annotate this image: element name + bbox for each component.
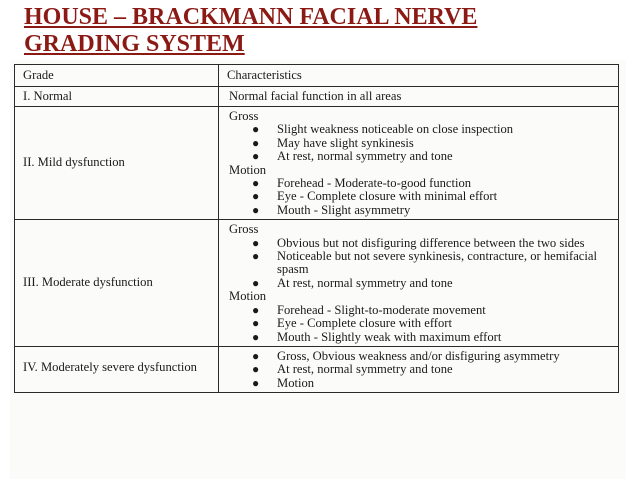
list-item xyxy=(229,123,612,136)
slide-title-line-2: GRADING SYSTEM xyxy=(24,31,245,57)
list-item xyxy=(229,150,612,163)
list-item-text: Eye - Complete closure with effort xyxy=(277,316,452,331)
motion-list xyxy=(229,304,612,344)
gross-list xyxy=(229,237,612,291)
bullet-icon: ● xyxy=(252,348,260,363)
list-item xyxy=(229,204,612,217)
list-item-text: Eye - Complete closure with minimal effort xyxy=(277,189,498,204)
table-row-grade-3 xyxy=(15,220,619,347)
characteristics-cell xyxy=(219,220,619,347)
grade-cell: I. Normal xyxy=(15,87,219,107)
gross-label: Gross xyxy=(229,222,259,237)
table-row-grade-2 xyxy=(15,107,619,220)
characteristics-cell: Normal facial function in all areas xyxy=(219,87,619,107)
list-item-text: Forehead - Slight-to-moderate movement xyxy=(277,302,486,317)
bullet-icon: ● xyxy=(252,189,260,204)
scanned-table-image xyxy=(10,60,626,479)
item-list xyxy=(229,350,612,390)
list-item xyxy=(229,317,612,330)
list-item xyxy=(229,363,612,376)
list-item xyxy=(229,177,612,190)
grade-cell: III. Moderate dysfunction xyxy=(15,220,219,347)
bullet-icon: ● xyxy=(252,329,260,344)
list-item-text: Slight weakness noticeable on close inspection xyxy=(277,122,514,137)
table-header-row xyxy=(15,65,619,87)
list-item-text: Noticeable but not severe synkinesis, contracture, or hemifacial spasm xyxy=(277,249,597,277)
list-item-text: At rest, normal symmetry and tone xyxy=(277,149,453,164)
characteristics-cell xyxy=(219,346,619,392)
bullet-icon: ● xyxy=(252,275,260,290)
bullet-icon: ● xyxy=(252,235,260,250)
header-characteristics: Characteristics xyxy=(219,65,619,87)
list-item-text: Gross, Obvious weakness and/or disfiguring asymmetry xyxy=(277,348,560,363)
slide-title xyxy=(24,4,624,58)
bullet-icon: ● xyxy=(252,249,260,264)
motion-list xyxy=(229,177,612,217)
bullet-icon: ● xyxy=(252,316,260,331)
grading-table xyxy=(14,64,619,393)
list-item-text: Obvious but not disfiguring difference between the two sides xyxy=(277,235,585,250)
table-row-grade-4 xyxy=(15,346,619,392)
gross-list xyxy=(229,123,612,163)
bullet-icon: ● xyxy=(252,135,260,150)
bullet-icon: ● xyxy=(252,122,260,137)
grade-cell: IV. Moderately severe dysfunction xyxy=(15,346,219,392)
bullet-icon: ● xyxy=(252,362,260,377)
list-item-text: Forehead - Moderate-to-good function xyxy=(277,176,472,191)
list-item-text: At rest, normal symmetry and tone xyxy=(277,275,453,290)
list-item-text: May have slight synkinesis xyxy=(277,135,414,150)
list-item xyxy=(229,237,612,250)
gross-label: Gross xyxy=(229,109,259,123)
list-item xyxy=(229,304,612,317)
motion-label: Motion xyxy=(229,162,267,177)
bullet-icon: ● xyxy=(252,375,260,390)
motion-label: Motion xyxy=(229,289,267,304)
list-item-text: Mouth - Slightly weak with maximum effort xyxy=(277,329,502,344)
list-item xyxy=(229,350,612,363)
characteristics-cell xyxy=(219,107,619,220)
grade-cell: II. Mild dysfunction xyxy=(15,107,219,220)
bullet-icon: ● xyxy=(252,149,260,164)
list-item-text: At rest, normal symmetry and tone xyxy=(277,362,453,377)
list-item xyxy=(229,250,612,277)
list-item xyxy=(229,377,612,390)
header-grade: Grade xyxy=(15,65,219,87)
bullet-icon: ● xyxy=(252,302,260,317)
bullet-icon: ● xyxy=(252,202,260,217)
table-row-grade-1 xyxy=(15,87,619,107)
slide-title-line-1: HOUSE – BRACKMANN FACIAL NERVE xyxy=(24,4,478,30)
list-item xyxy=(229,137,612,150)
list-item xyxy=(229,331,612,344)
bullet-icon: ● xyxy=(252,176,260,191)
list-item-text: Motion xyxy=(277,375,315,390)
list-item xyxy=(229,190,612,203)
list-item xyxy=(229,277,612,290)
list-item-text: Mouth - Slight asymmetry xyxy=(277,202,411,217)
